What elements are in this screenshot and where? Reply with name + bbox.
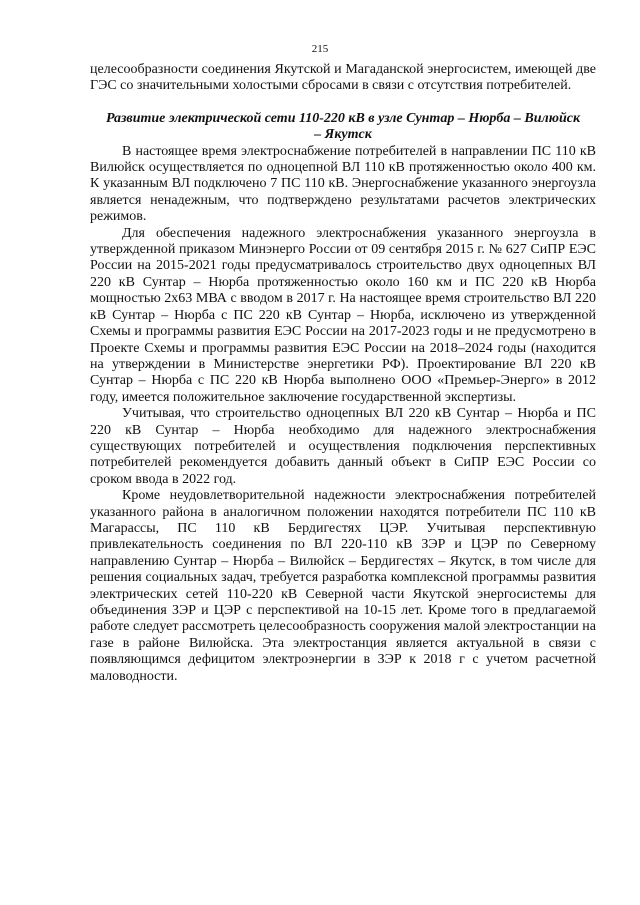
- intro-paragraph: целесообразности соединения Якутской и Магаданской энергосистем, имеющей две ГЭС со значительными холостыми сбросами в связи с отсутствия потребителей.: [90, 62, 596, 94]
- page-number: 215: [311, 43, 329, 55]
- body-paragraph: Учитывая, что строительство одноцепных ВЛ 220 кВ Сунтар – Нюрба и ПС 220 кВ Сунтар – Нюрба необходимо для надежного электроснабжения существующих потребителей и осуществления подключения перспективных потребителей рекомендуется добавить данный объект в СиПР ЕЭС России со сроком ввода в 2022 год.: [90, 406, 596, 487]
- body-paragraph: Кроме неудовлетворительной надежности электроснабжения потребителей указанного района в аналогичном положении находятся потребители ПС 110 кВ Магарассы, ПС 110 кВ Бердигестях ЦЭР. Учитывая перспективную привлекательность соединения по ВЛ 220-110 кВ ЗЭР и ЦЭР по Северному направлению Сунтар – Нюрба – Вилюйск – Бердигестях – Якутск, в том числе для решения социальных задач, требуется разработка комплексной программы развития электрических сетей 110-220 кВ Северной части Якутской энергосистемы для объединения ЗЭР и ЦЭР с перспективой на 10-15 лет. Кроме того в предлагаемой работе следует рассмотреть целесообразность сооружения малой электростанции на газе в районе Вилюйска. Эта электростанция является актуальной в связи с появляющимся дефицитом электроэнергии в ЗЭР к 2018 г с учетом расчетной маловодности.: [90, 488, 596, 684]
- body-paragraph: Для обеспечения надежного электроснабжения указанного энергоузла в утвержденной приказом Минэнерго России от 09 сентября 2015 г. № 627 СиПР ЕЭС России на 2015-2021 годы предусматривалось строительство двух одноцепных ВЛ 220 кВ Сунтар – Нюрба протяженностью около 160 км и ПС 220 кВ Нюрба мощностью 2х63 МВА с вводом в 2017 г. На настоящее время строительство ВЛ 220 кВ Сунтар – Нюрба с ПС 220 кВ Сунтар – Нюрба, исключено из утвержденной Схемы и программы развития ЕЭС России на 2017-2023 годы и не предусмотрено в Проекте Схемы и программы развития ЕЭС России на 2018–2024 годы (находится на утверждении в Министерстве энергетики РФ). Проектирование ВЛ 220 кВ Сунтар – Нюрба с ПС 220 кВ Нюрба выполнено ООО «Премьер-Энерго» в 2012 году, имеется положительное заключение государственной экспертизы.: [90, 225, 596, 405]
- body-paragraph: В настоящее время электроснабжение потребителей в направлении ПС 110 кВ Вилюйск осуществляется по одноцепной ВЛ 110 кВ протяженностью около 400 км. К указанным ВЛ подключено 7 ПС 110 кВ. Энергоснабжение указанного энергоузла является ненадежным, что подтверждено результатами расчетов электрических режимов.: [90, 143, 596, 225]
- page-content: [90, 62, 596, 685]
- section-heading: Развитие электрической сети 110-220 кВ в узле Сунтар – Нюрба – Вилюйск – Якутск: [105, 110, 581, 143]
